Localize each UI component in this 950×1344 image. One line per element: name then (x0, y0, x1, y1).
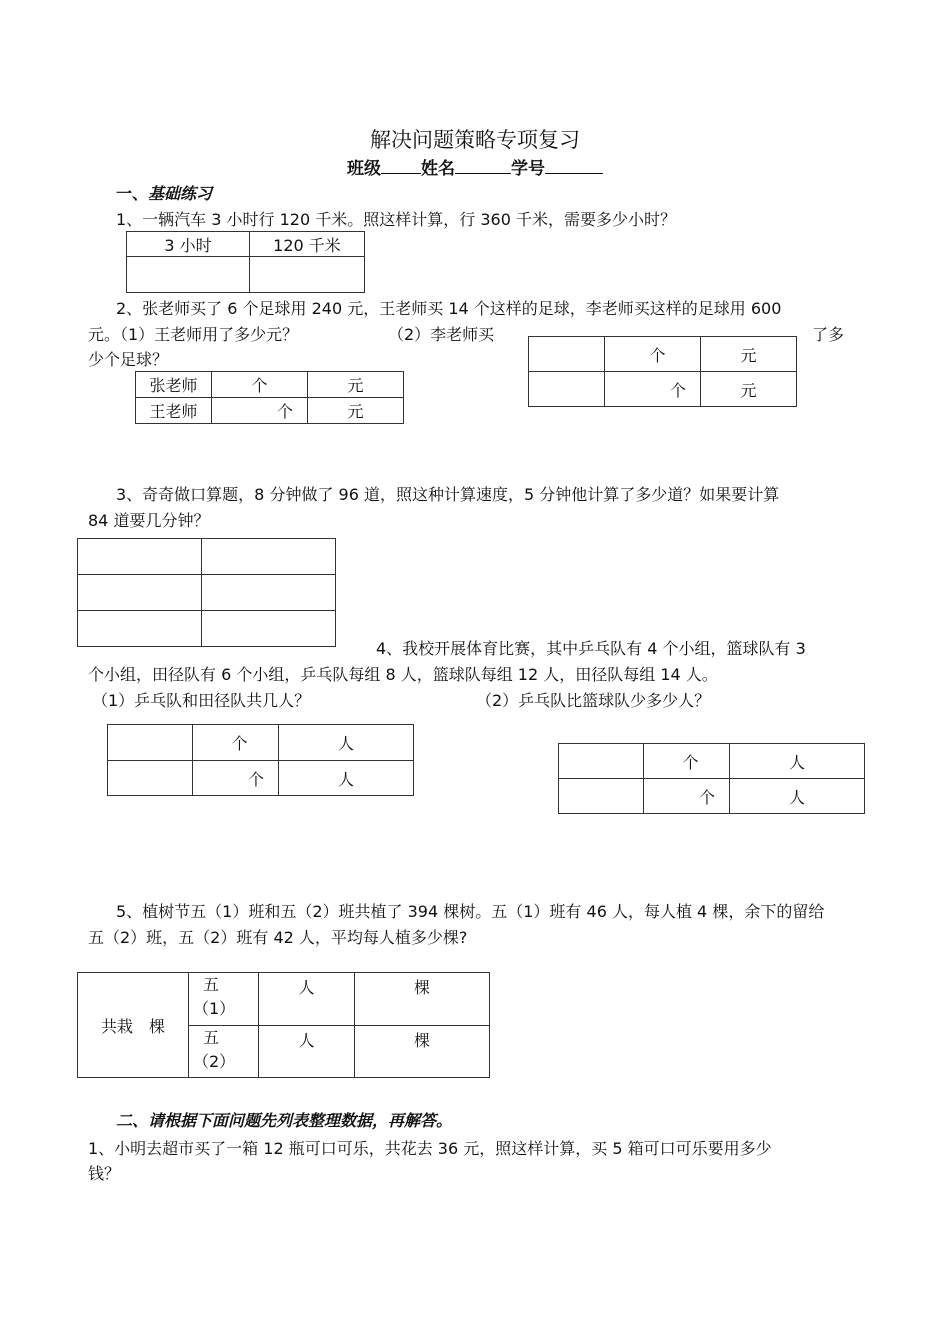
question-4-line-2: 个小组，田径队有 6 个小组，乒乓队每组 8 人，篮球队每组 12 人，田径队每组 14 人。 (88, 665, 718, 684)
section-2-heading: 二、请根据下面问题先列表整理数据，再解答。 (116, 1111, 453, 1130)
q5-class-2-number: （2） (193, 1052, 236, 1071)
q3-blank-cell[interactable] (202, 575, 336, 611)
q2r-unit-yuan: 元 (701, 337, 797, 372)
question-2-table-right (528, 336, 797, 407)
q4l-blank-cell[interactable] (108, 761, 193, 796)
q2r-unit-ge: 个 (605, 372, 701, 407)
q2l-teacher-zhang: 张老师 (136, 372, 212, 398)
section-1-title: 基础练习 (148, 184, 213, 203)
student-info-line (0, 154, 950, 179)
q4r-blank-cell[interactable] (559, 744, 644, 779)
q4l-unit-ren: 人 (279, 725, 414, 761)
q5-unit-ke: 棵 (355, 1026, 490, 1078)
question-4-sub-1: （1）乒乓队和田径队共几人？ (92, 691, 311, 710)
q4l-unit-ge: 个 (193, 761, 279, 796)
q5-class-2-label: 五 (203, 1028, 220, 1047)
q2l-unit-ge: 个 (212, 398, 308, 424)
q1-header-hours: 3 小时 (127, 232, 250, 257)
q3-blank-cell[interactable] (78, 611, 202, 647)
id-blank[interactable] (545, 157, 603, 174)
q1-header-km: 120 千米 (250, 232, 365, 257)
q4l-blank-cell[interactable] (108, 725, 193, 761)
question-2-line-2-part-1: 元。（1）王老师用了多少元？ (88, 325, 299, 344)
q2r-unit-ge: 个 (605, 337, 701, 372)
question-2-line-1: 2、张老师买了 6 个足球用 240 元，王老师买 14 个这样的足球，李老师买这样的足球用 600 (116, 299, 782, 318)
q4r-unit-ge: 个 (644, 744, 730, 779)
name-label: 姓名 (421, 159, 455, 179)
question-3-line-1: 3、奇奇做口算题，8 分钟做了 96 道，照这种计算速度，5 分钟他计算了多少道？如果要计算 (116, 485, 780, 504)
q5-class-1-cell (189, 973, 259, 1026)
section-1-heading (116, 181, 212, 204)
section-2-question-1-line-1: 1、小明去超市买了一箱 12 瓶可口可乐，共花去 36 元，照这样计算，买 5 箱可口可乐要用多少 (88, 1139, 772, 1158)
id-label: 学号 (511, 159, 545, 179)
q1-answer-cell[interactable] (250, 257, 365, 293)
section-2-question-1-line-2: 钱？ (88, 1164, 121, 1183)
q4l-unit-ge: 个 (193, 725, 279, 761)
question-3-table (77, 538, 336, 647)
class-label: 班级 (347, 159, 381, 179)
q3-blank-cell[interactable] (202, 611, 336, 647)
question-2-line-2-part-2: （2）李老师买 (388, 325, 495, 344)
question-4-table-right (558, 743, 865, 814)
q2l-unit-yuan: 元 (308, 372, 404, 398)
q5-unit-ren: 人 (259, 973, 355, 1026)
question-3-line-2: 84 道要几分钟？ (88, 511, 210, 530)
q3-blank-cell[interactable] (202, 539, 336, 575)
q5-unit-ke: 棵 (355, 973, 490, 1026)
q5-class-1-label: 五 (203, 975, 220, 994)
q2l-unit-ge: 个 (212, 372, 308, 398)
name-blank[interactable] (455, 157, 511, 174)
q3-blank-cell[interactable] (78, 539, 202, 575)
q4l-unit-ren: 人 (279, 761, 414, 796)
question-5-line-2: 五（2）班，五（2）班有 42 人，平均每人植多少棵? (88, 928, 468, 947)
section-1-number: 一、 (116, 184, 149, 203)
q2r-blank-cell[interactable] (529, 372, 605, 407)
q4r-unit-ren: 人 (730, 779, 865, 814)
q5-total-trees: 共栽 棵 (78, 973, 189, 1078)
question-1-table (126, 231, 365, 293)
q2l-teacher-wang: 王老师 (136, 398, 212, 424)
q4r-unit-ge: 个 (644, 779, 730, 814)
question-5-table (77, 972, 490, 1078)
q2r-blank-cell[interactable] (529, 337, 605, 372)
q5-class-1-number: （1） (193, 999, 236, 1018)
question-4-table-left (107, 724, 414, 796)
q3-blank-cell[interactable] (78, 575, 202, 611)
q5-unit-ren: 人 (259, 1026, 355, 1078)
q4r-blank-cell[interactable] (559, 779, 644, 814)
q2r-unit-yuan: 元 (701, 372, 797, 407)
q5-class-2-cell (189, 1026, 259, 1078)
question-1-text: 1、一辆汽车 3 小时行 120 千米。照这样计算，行 360 千米，需要多少小时？ (116, 210, 676, 229)
class-blank[interactable] (381, 157, 421, 174)
q2l-unit-yuan: 元 (308, 398, 404, 424)
question-2-line-2-part-3: 了多 (812, 325, 845, 344)
question-2-table-left (135, 371, 404, 424)
question-4-line-1: 4、我校开展体育比赛，其中乒乓队有 4 个小组，篮球队有 3 (376, 639, 806, 658)
question-4-sub-2: （2）乒乓队比篮球队少多少人？ (476, 691, 711, 710)
question-2-line-3: 少个足球？ (88, 350, 169, 369)
q1-answer-cell[interactable] (127, 257, 250, 293)
question-5-line-1: 5、植树节五（1）班和五（2）班共植了 394 棵树。五（1）班有 46 人，每人植 4 棵，余下的留给 (116, 902, 825, 921)
q4r-unit-ren: 人 (730, 744, 865, 779)
page-title: 解决问题策略专项复习 (370, 128, 580, 152)
